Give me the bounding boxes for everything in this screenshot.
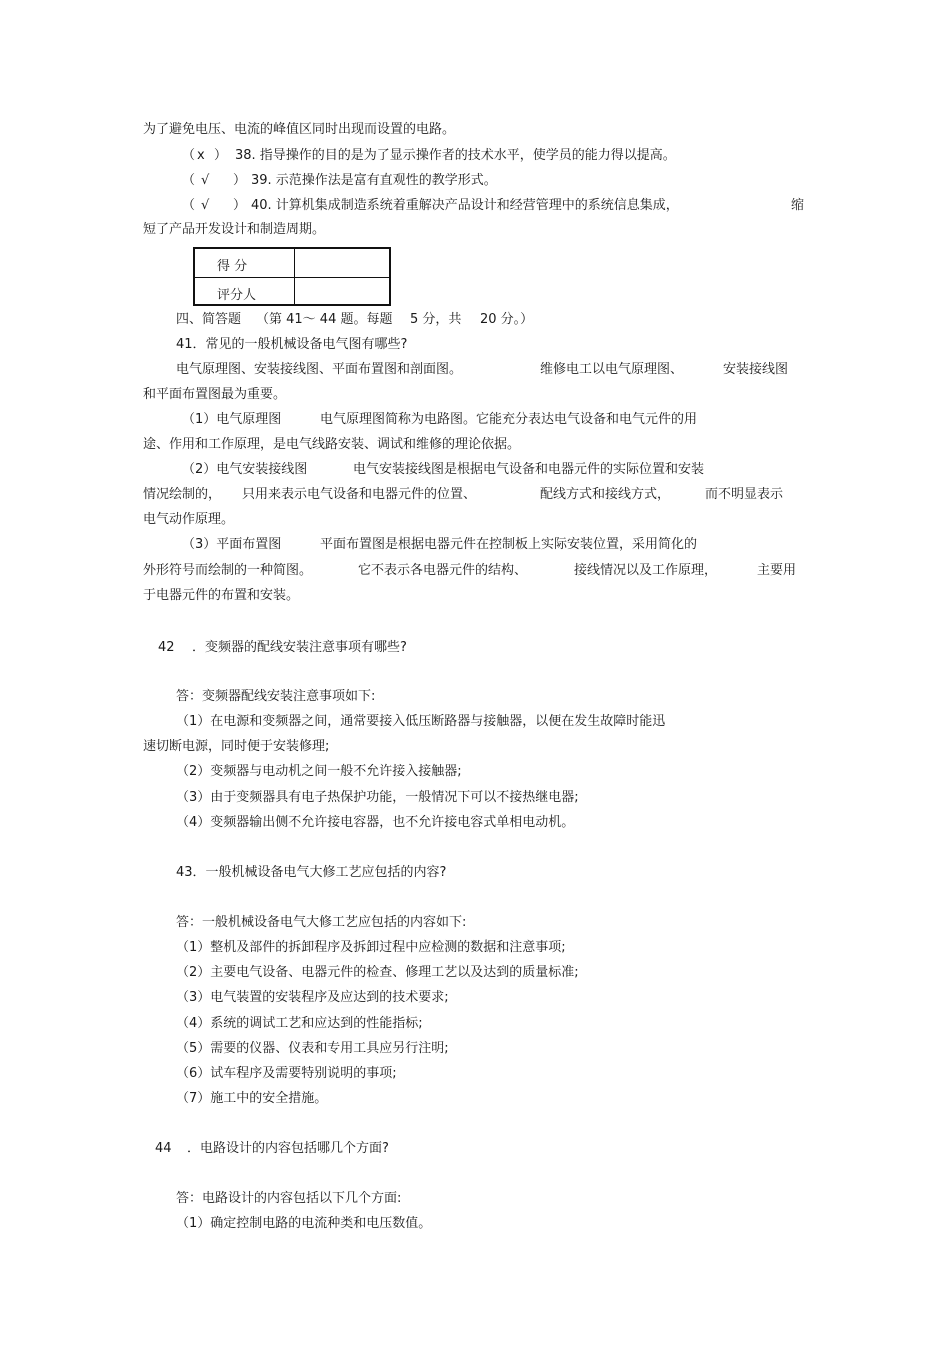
text-line: （5）需要的仪器、仪表和专用工具应另行注明; [176, 1041, 449, 1056]
text-line: （2）电气安装接线图 [182, 462, 308, 477]
score-table [193, 247, 391, 306]
text-line: 20 分。） [480, 312, 534, 327]
text-line: （1）整机及部件的拆卸程序及拆卸过程中应检测的数据和注意事项; [176, 940, 566, 955]
text-line: （1）在电源和变频器之间，通常要接入低压断路器与接触器，以便在发生故障时能迅 [176, 714, 666, 729]
text-line: （6）试车程序及需要特别说明的事项; [176, 1066, 397, 1081]
text-line: （1）电气原理图 [182, 412, 282, 427]
text-line: 44 [155, 1141, 172, 1156]
text-line: 安装接线图 [723, 362, 789, 377]
text-line: √ [201, 198, 210, 213]
text-line: 答：变频器配线安装注意事项如下: [176, 689, 376, 704]
text-line: ） [233, 198, 247, 213]
grader-label: 评分人 [217, 288, 257, 303]
text-line: 情况绘制的， [143, 487, 222, 502]
text-line: （3）电气装置的安装程序及应达到的技术要求; [176, 990, 449, 1005]
text-line: 短了产品开发设计和制造周期。 [143, 222, 326, 237]
text-line: 它不表示各电器元件的结构、 [358, 563, 528, 578]
text-line: 43．一般机械设备电气大修工艺应包括的内容? [176, 865, 447, 880]
text-line: （7）施工中的安全措施。 [176, 1091, 328, 1106]
text-line: 只用来表示电气设备和电器元件的位置、 [242, 487, 477, 502]
text-line: x [197, 148, 205, 163]
text-line: 外形符号而绘制的一种简图。 [143, 563, 313, 578]
grader-row [195, 277, 389, 306]
text-line: 平面布置图是根据电器元件在控制板上实际安装位置，采用简化的 [320, 537, 698, 552]
text-line: 维修电工以电气原理图、 [540, 362, 684, 377]
text-line: ．变频器的配线安装注意事项有哪些? [192, 640, 407, 655]
text-line: 电气原理图、安装接线图、平面布置图和剖面图。 [176, 362, 463, 377]
text-line: 速切断电源，同时便于安装修理; [143, 739, 330, 754]
text-line: 接线情况以及工作原理， [574, 563, 718, 578]
text-line: 38. 指导操作的目的是为了显示操作者的技术水平，使学员的能力得以提高。 [235, 148, 676, 163]
text-line: （ [182, 173, 196, 188]
text-line: （2）变频器与电动机之间一般不允许接入接触器; [176, 764, 462, 779]
text-line: （4）系统的调试工艺和应达到的性能指标; [176, 1016, 423, 1031]
text-line: 39. 示范操作法是富有直观性的教学形式。 [251, 173, 497, 188]
text-line: 为了避免电压、电流的峰值区同时出现而设置的电路。 [143, 122, 456, 137]
text-line: 于电器元件的布置和安装。 [143, 588, 300, 603]
text-line: 电气动作原理。 [143, 512, 235, 527]
text-line: ） [214, 148, 228, 163]
text-line: 途、作用和工作原理，是电气线路安装、调试和维修的理论依据。 [143, 437, 521, 452]
text-line: （3）平面布置图 [182, 537, 282, 552]
text-line: ） [233, 173, 247, 188]
text-line: 40. 计算机集成制造系统着重解决产品设计和经营管理中的系统信息集成， [251, 198, 679, 213]
text-line: 5 分，共 [410, 312, 462, 327]
text-line: 答：一般机械设备电气大修工艺应包括的内容如下: [176, 915, 467, 930]
text-line: 主要用 [757, 563, 797, 578]
text-line: 42 [158, 640, 175, 655]
text-line: 41．常见的一般机械设备电气图有哪些? [176, 337, 408, 352]
text-line: （2）主要电气设备、电器元件的检查、修理工艺以及达到的质量标准; [176, 965, 579, 980]
text-line: 电气安装接线图是根据电气设备和电器元件的实际位置和安装 [353, 462, 705, 477]
text-line: 和平面布置图最为重要。 [143, 387, 287, 402]
text-line: （ [182, 198, 196, 213]
text-line: 配线方式和接线方式， [540, 487, 671, 502]
text-line: （第 41～ 44 题。每题 [256, 312, 393, 327]
text-line: （ [182, 148, 196, 163]
text-line: 电气原理图简称为电路图。它能充分表达电气设备和电气元件的用 [320, 412, 698, 427]
score-row [195, 249, 389, 277]
text-line: √ [201, 173, 210, 188]
score-label: 得 分 [217, 259, 248, 274]
text-line: 缩 [791, 198, 805, 213]
text-line: （4）变频器输出侧不允许接电容器，也不允许接电容式单相电动机。 [176, 815, 575, 830]
text-line: 四、简答题 [176, 312, 242, 327]
text-line: 答：电路设计的内容包括以下几个方面: [176, 1191, 402, 1206]
text-line: （1）确定控制电路的电流种类和电压数值。 [176, 1216, 432, 1231]
text-line: ．电路设计的内容包括哪几个方面? [187, 1141, 389, 1156]
text-line: （3）由于变频器具有电子热保护功能，一般情况下可以不接热继电器; [176, 790, 579, 805]
text-line: 而不明显表示 [705, 487, 784, 502]
